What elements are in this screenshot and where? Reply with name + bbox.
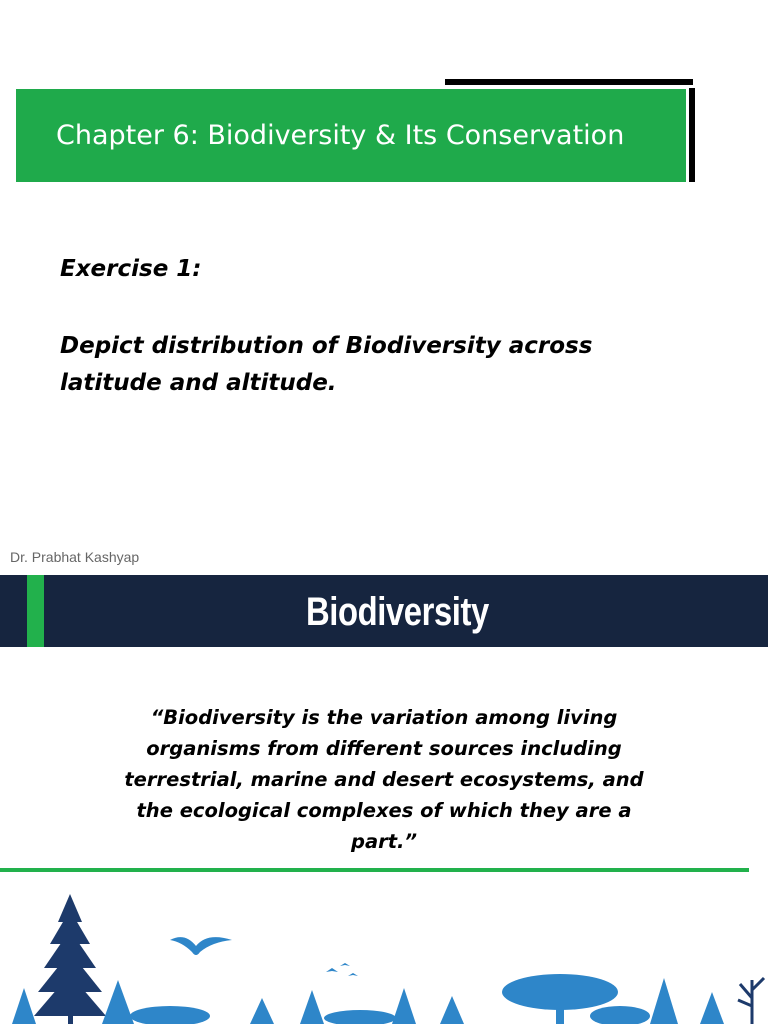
author-credit: Dr. Prabhat Kashyap	[10, 549, 140, 565]
decorative-right-bar	[689, 88, 695, 182]
dark-pine-tree-icon	[34, 894, 106, 1024]
header-accent-bar	[27, 575, 44, 647]
exercise-label: Exercise 1:	[60, 256, 202, 282]
small-birds-icon	[326, 963, 358, 976]
blue-trees-icon	[12, 974, 724, 1024]
chapter-title: Chapter 6: Biodiversity & Its Conservation	[56, 120, 625, 151]
flying-bird-icon	[170, 937, 232, 955]
biodiversity-definition-quote: “Biodiversity is the variation among living organisms from different sources including terrestrial, marine and desert ecosystems, and the ecological complexes of which they are a part.”	[124, 706, 644, 853]
bare-tree-icon	[738, 978, 764, 1024]
forest-silhouette-illustration	[0, 880, 768, 1024]
exercise-text: Depict distribution of Biodiversity across latitude and altitude.	[60, 333, 593, 396]
green-divider	[0, 868, 749, 872]
decorative-top-bar	[445, 79, 693, 85]
chapter-banner	[16, 89, 686, 182]
slide-2-title: Biodiversity	[306, 590, 489, 634]
